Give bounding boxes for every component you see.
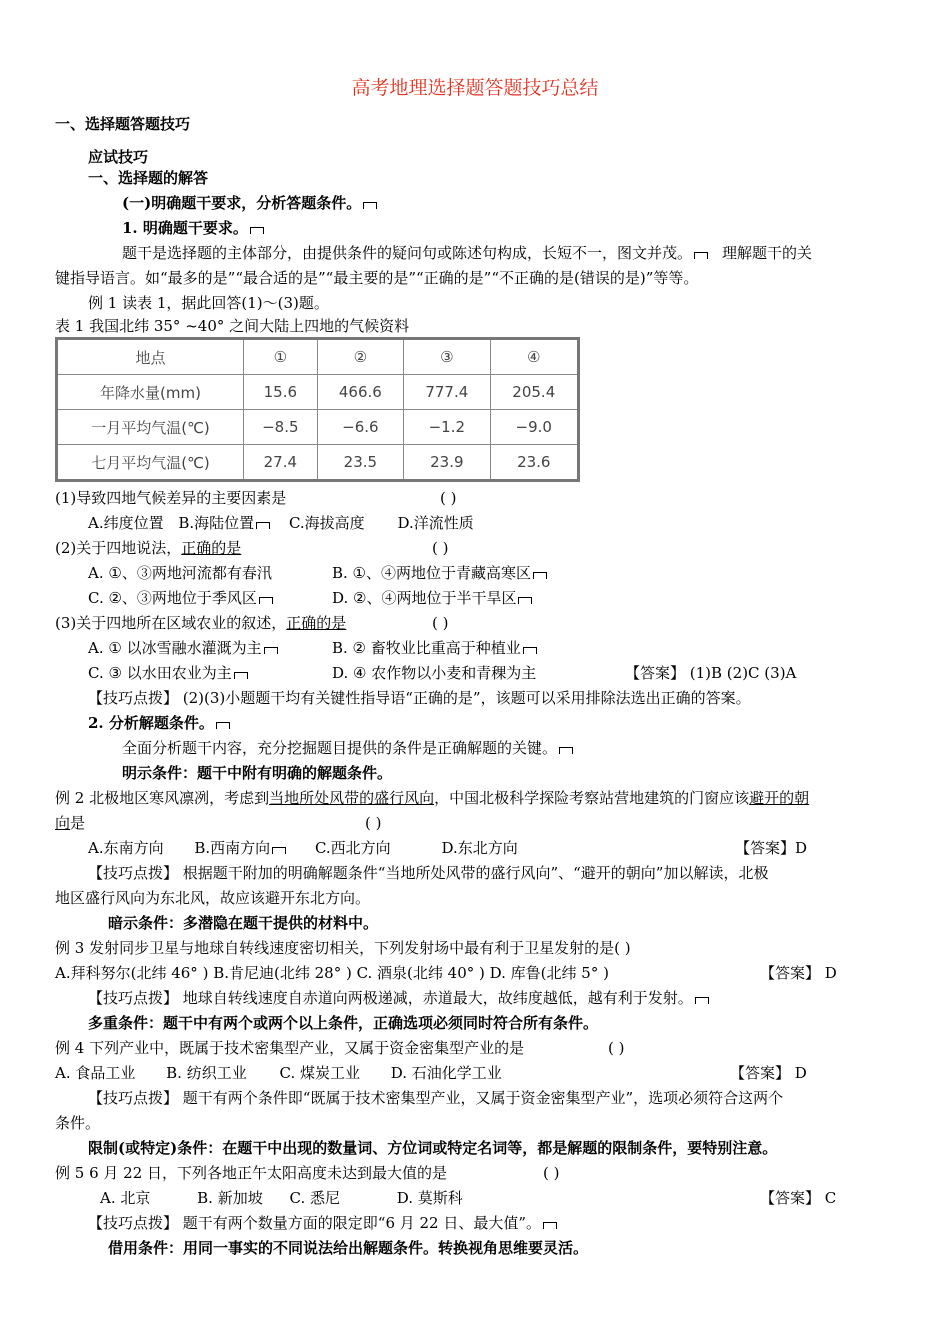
option-list	[88, 513, 474, 533]
heading-borrow: 借用条件：用同一事实的不同说法给出解题条件。转换视角思维要灵活。	[108, 1239, 589, 1257]
answer-blank: ( )	[432, 539, 449, 557]
table-row	[57, 339, 579, 375]
table-cell: 205.4	[490, 375, 578, 410]
option-d: D.洋流性质	[397, 514, 474, 532]
table-cell: 466.6	[317, 375, 403, 410]
table-cell: 777.4	[404, 375, 490, 410]
subheading-tips: 应试技巧	[88, 148, 149, 166]
table-cell: 七月平均气温(℃)	[57, 445, 244, 481]
answer-4: 【答案】 D	[730, 1064, 807, 1082]
option-d: D. ④ 农作物以小麦和青稞为主	[332, 664, 537, 682]
option-d: D. 石油化学工业	[390, 1064, 502, 1082]
option-b: B.西南方向	[194, 839, 271, 857]
return-mark-icon	[250, 227, 264, 234]
option-a: A. 北京	[100, 1189, 151, 1207]
table-cell: ④	[490, 339, 578, 375]
tip-3: 【技巧点拨】 地球自转线速度自赤道向两极递减，赤道最大，故纬度越低，越有利于发射。	[88, 988, 709, 1008]
paragraph-2: 全面分析题干内容，充分挖掘题目提供的条件是正确解题的关键。	[122, 738, 573, 758]
table-cell: ①	[244, 339, 318, 375]
question-2: (2)关于四地说法，正确的是	[55, 539, 242, 557]
table-cell: ②	[317, 339, 403, 375]
tip-5: 【技巧点拨】 题干有两个数量方面的限定即“6 月 22 日、最大值”。	[88, 1213, 557, 1233]
option-b: B. 新加坡	[197, 1189, 263, 1207]
return-mark-icon	[559, 747, 573, 754]
table-cell: ③	[404, 339, 490, 375]
return-mark-icon	[533, 572, 547, 579]
table-row	[57, 445, 579, 481]
option-d: D. 莫斯科	[396, 1189, 463, 1207]
return-mark-icon	[523, 647, 537, 654]
example-5: 例 5 6 月 22 日，下列各地正午太阳高度未达到最大值的是	[55, 1164, 448, 1182]
option-b: B. ①、④两地位于青藏高寒区	[332, 563, 547, 583]
table-cell: 一月平均气温(℃)	[57, 410, 244, 445]
table-cell: 27.4	[244, 445, 318, 481]
option-c: C. 悉尼	[289, 1189, 340, 1207]
answer-blank: ( )	[432, 614, 449, 632]
example-3-options: A.拜科努尔(北纬 46° ) B.肯尼迪(北纬 28° ) C. 酒泉(北纬 40° ) D. 库鲁(北纬 5° )	[55, 964, 609, 982]
return-mark-icon	[216, 722, 230, 729]
return-mark-icon	[363, 202, 377, 209]
option-c: C. ②、③两地位于季风区	[88, 588, 273, 608]
climate-table	[55, 337, 580, 482]
heading-multi: 多重条件：题干中有两个或两个以上条件，正确选项必须同时符合所有条件。	[88, 1014, 599, 1032]
option-a: A.纬度位置	[88, 514, 164, 532]
answer-2: 【答案】D	[735, 839, 808, 857]
example-1: 例 1 读表 1，据此回答(1)～(3)题。	[88, 294, 329, 312]
option-d: D. ②、④两地位于半干旱区	[332, 588, 532, 608]
answer-1: 【答案】 (1)B (2)C (3)A	[625, 664, 797, 682]
table-cell: 地点	[57, 339, 244, 375]
option-list	[55, 1063, 502, 1083]
tip-1: 【技巧点拨】 (2)(3)小题题干均有关键性指导语“正确的是”，该题可以采用排除法选出正确的答案。	[88, 689, 751, 707]
option-b: B. 纺织工业	[166, 1064, 247, 1082]
option-a: A. 食品工业	[55, 1064, 136, 1082]
tip-4-cont: 条件。	[55, 1114, 101, 1132]
answer-blank: ( )	[608, 1039, 625, 1057]
table-cell: −1.2	[404, 410, 490, 445]
page-title: 高考地理选择题答题技巧总结	[351, 77, 599, 99]
option-c: C.西北方向	[314, 839, 391, 857]
heading-clarify: (一)明确题干要求，分析答题条件。	[122, 193, 377, 213]
answer-3: 【答案】 D	[760, 964, 837, 982]
option-b: B. ② 畜牧业比重高于种植业	[332, 638, 537, 658]
table-cell: 23.9	[404, 445, 490, 481]
table-cell: −8.5	[244, 410, 318, 445]
table-row	[57, 410, 579, 445]
table-cell: −9.0	[490, 410, 578, 445]
table-row	[57, 375, 579, 410]
heading-1: 1. 明确题干要求。	[122, 218, 264, 238]
return-mark-icon	[272, 847, 286, 854]
table-caption: 表 1 我国北纬 35° ~40° 之间大陆上四地的气候资料	[55, 317, 410, 335]
option-c: C. ③ 以水田农业为主	[88, 663, 248, 683]
option-list	[88, 838, 518, 858]
example-4: 例 4 下列产业中，既属于技术密集型产业，又属于资金密集型产业的是	[55, 1039, 525, 1057]
return-mark-icon	[234, 672, 248, 679]
return-mark-icon	[518, 597, 532, 604]
paragraph-1: 题干是选择题的主体部分，由提供条件的疑问句或陈述句构成，长短不一，图文并茂。 理解题干的关	[122, 244, 813, 262]
subheading-answer: 一、选择题的解答	[88, 169, 209, 187]
heading-2: 2. 分析解题条件。	[88, 713, 230, 733]
tip-2-cont: 地区盛行风向为东北风，故应该避开东北方向。	[55, 889, 371, 907]
table-cell: 年降水量(mm)	[57, 375, 244, 410]
table-cell: 15.6	[244, 375, 318, 410]
table-cell: −6.6	[317, 410, 403, 445]
question-3: (3)关于四地所在区域农业的叙述，正确的是	[55, 614, 347, 632]
answer-5: 【答案】 C	[760, 1189, 837, 1207]
option-c: C. 煤炭工业	[279, 1064, 360, 1082]
answer-blank: ( )	[440, 489, 457, 507]
option-b: B.海陆位置	[178, 514, 255, 532]
question-1: (1)导致四地气候差异的主要因素是	[55, 489, 287, 507]
tip-2: 【技巧点拨】 根据题干附加的明确解题条件“当地所处风带的盛行风向”、“避开的朝向”加以解读，北极	[88, 864, 769, 882]
return-mark-icon	[695, 997, 709, 1004]
option-a: A.东南方向	[88, 839, 164, 857]
option-c: C.海拔高度	[288, 514, 365, 532]
table-cell: 23.6	[490, 445, 578, 481]
option-a: A. ① 以冰雪融水灌溉为主	[88, 638, 278, 658]
return-mark-icon	[264, 647, 278, 654]
option-list	[100, 1188, 463, 1208]
section-heading: 一、选择题答题技巧	[55, 115, 191, 133]
example-2-cont: 向是	[55, 814, 86, 832]
heading-limit: 限制(或特定)条件：在题干中出现的数量词、方位词或特定名词等，都是解题的限制条件，要特别注意。	[88, 1139, 778, 1157]
option-d: D.东北方向	[441, 839, 518, 857]
paragraph-1-cont: 键指导语言。如“最多的是”“最合适的是”“最主要的是”“正确的是”“不正确的是(错误的是)”等等。	[55, 269, 699, 287]
example-2: 例 2 北极地区寒风凛冽，考虑到当地所处风带的盛行风向，中国北极科学探险考察站营地建筑的门窗应该避开的朝	[55, 789, 810, 807]
return-mark-icon	[259, 597, 273, 604]
return-mark-icon	[256, 522, 270, 529]
return-mark-icon	[543, 1222, 557, 1229]
example-3: 例 3 发射同步卫星与地球自转线速度密切相关，下列发射场中最有利于卫星发射的是( )	[55, 939, 631, 957]
tip-4: 【技巧点拨】 题干有两个条件即“既属于技术密集型产业，又属于资金密集型产业”，选项必须符合这两个	[88, 1089, 784, 1107]
answer-blank: ( )	[365, 814, 382, 832]
heading-implicit: 暗示条件：多潜隐在题干提供的材料中。	[108, 914, 379, 932]
return-mark-icon	[694, 252, 708, 259]
heading-explicit: 明示条件：题干中附有明确的解题条件。	[122, 764, 393, 782]
table-cell: 23.5	[317, 445, 403, 481]
option-a: A. ①、③两地河流都有春汛	[88, 564, 272, 582]
answer-blank: ( )	[543, 1164, 560, 1182]
